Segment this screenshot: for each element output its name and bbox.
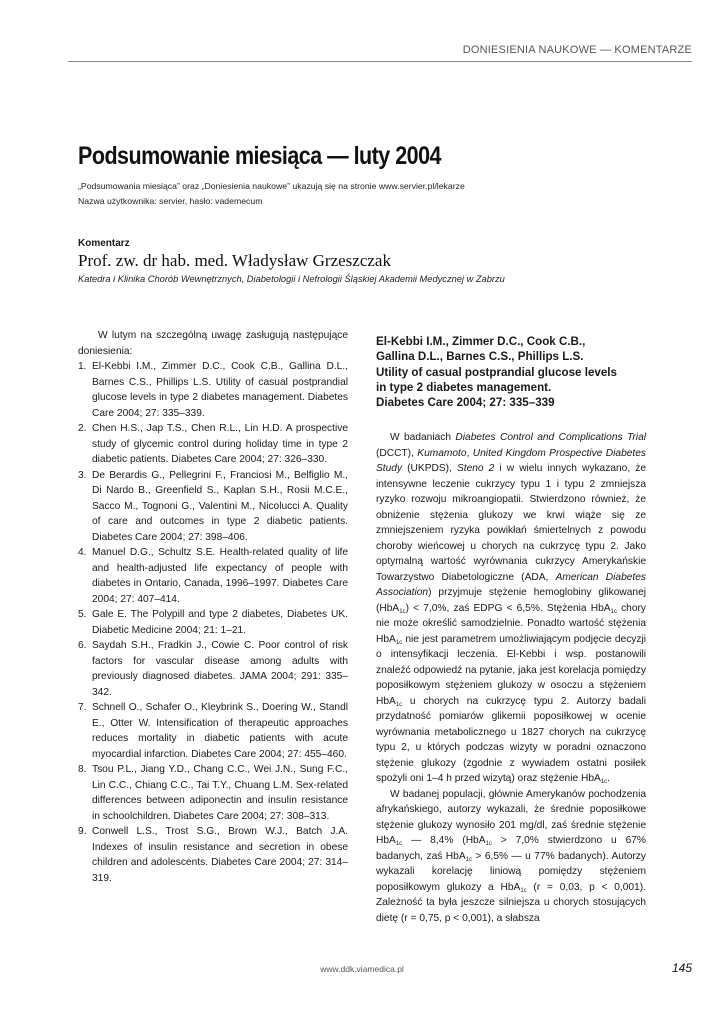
reference-text: Tsou P.L., Jiang Y.D., Chang C.C., Wei J.N., Sung F.C., Lin C.C., Chiang C.C., Tai T.Y., Chuang L.M. Sex-related differences between adiponectin and insulin resistance in schoolchildren. Diabetes Care 2004; 27: 308–313.	[92, 764, 348, 822]
study-name: Diabetes Control and Complications Trial	[455, 432, 647, 444]
reference-item	[78, 545, 348, 607]
reference-item	[78, 700, 348, 762]
reference-number: 7.	[78, 702, 87, 713]
text-run: > 7,0% stwierdzono u 67% badanych, zaś HbA	[376, 835, 646, 862]
intro-line-website: „Podsumowania miesiąca” oraz „Doniesienia naukowe” ukazują się na stronie www.servier.pl/lekarze	[78, 181, 465, 191]
subscript: 1c	[395, 639, 403, 646]
footer-url: www.ddk.viamedica.pl	[320, 964, 404, 974]
left-column	[78, 328, 348, 886]
right-column	[376, 334, 646, 926]
reference-text: Manuel D.G., Schultz S.E. Health-related quality of life and health-adjusted life expectancy of people with diabetes in Ontario, Canada, 1996–1997. Diabetes Care 2004; 27: 407–414.	[92, 547, 348, 605]
reference-item	[78, 824, 348, 886]
study-name: United Kingdom Prospective Diabetes Study	[376, 447, 646, 475]
reference-list	[78, 359, 348, 886]
text-run: nie jest parametrem umożliwiającym podjęcie decyzji o intensyfikacji leczenia. El-Kebbi i wsp. postanowili znaleźć odpowiedź na pytanie, jaka jest korelacja pomiędzy poposiłkowym stężeniem glukozy w osoczu a stężeniem HbA	[376, 633, 646, 707]
article-heading-line: Utility of casual postprandial glucose levels	[376, 365, 617, 379]
reference-text: Chen H.S., Jap T.S., Chen R.L., Lin H.D. A prospective study of glycemic control during holiday time in type 2 diabetic patients. Diabetes Care 2004; 27: 326–330.	[92, 423, 348, 465]
text-run: i w wielu innych wykazano, że intensywne leczenie cukrzycy typu 1 i typu 2 zmniejsza ryzyko rozwoju mikroangiopatii. Stwierdzono również, że obniżenie stężenia glukozy we krwi wiąże się ze zmniejszeniem ryzyka powikłań śmiertelnych z powodu choroby wieńcowej u chorych na cukrzycę typu 2. Jako optymalną wartość wyrównania cukrzycy Amerykańskie Towarzystwo Diabetologiczne (ADA,	[376, 463, 646, 583]
subscript: 1c	[600, 779, 608, 786]
subscript: 1c	[399, 608, 406, 615]
subscript: 1c	[465, 856, 472, 863]
text-run: > 6,5% — u 77% badanych). Autorzy wykazali korelację liniową pomiędzy stężeniem poposiłkowym glukozy a HbA	[376, 850, 646, 893]
article-paragraph	[376, 430, 646, 787]
reference-number: 6.	[78, 640, 87, 651]
reference-number: 8.	[78, 764, 87, 775]
reference-text: Gale E. The Polypill and type 2 diabetes, Diabetes UK. Diabetic Medicine 2004; 21: 1–21.	[92, 609, 348, 636]
organization-name: American Diabetes Association	[376, 571, 646, 599]
study-name: Steno 2	[456, 463, 495, 475]
reference-number: 3.	[78, 469, 87, 481]
reference-text: Schnell O., Schafer O., Kleybrink S., Doering W., Standl E., Otter W. Intensification of therapeutic approaches reduces mortality in diabetic patients with acute myocardial infarction. Diabetes Care 2004; 27: 455–460.	[92, 702, 348, 760]
text-run: (UKPDS),	[402, 463, 457, 475]
reference-number: 1.	[78, 361, 87, 372]
text-run: W badaniach	[390, 432, 456, 444]
text-run: chory nie może określić samodzielnie. Ponadto wartość stężenia HbA	[376, 602, 646, 645]
intro-line-login: Nazwa użytkownika: servier, hasło: vademecum	[78, 196, 263, 206]
text-run: u chorych na cukrzycę typu 2. Autorzy badali przydatność pomiarów glikemii poposiłkowej w ocenie wyrównania metabolicznego u 1827 chorych na cukrzycę typu 2, u których podczas wizyty w poradni oznaczono stężenie glukozy (zgodnie z wywiadem ostatni posiłek spożyli oni 1–4 h przed wizytą) oraz stężenie HbA	[376, 695, 646, 785]
reference-item	[78, 762, 348, 824]
reference-number: 5.	[78, 609, 87, 620]
text-run: (r = 0,03, p < 0,001). Zależność ta była jeszcze silniejsza u chorych stosujących dietę (r = 0,75, p < 0,001), a słabsza	[376, 881, 646, 924]
text-run: W badanej populacji, głównie Amerykanów pochodzenia afrykańskiego, autorzy wykazali, że średnie poposiłkowe stężenie glukozy wynosiło 201 mg/dl, zaś średnie stężenie HbA	[376, 788, 646, 847]
reference-text: Conwell L.S., Trost S.G., Brown W.J., Batch J.A. Indexes of insulin resistance and secretion in obese children and adolescents. Diabetes Care 2004; 27: 314–319.	[92, 826, 348, 884]
article-paragraph	[376, 787, 646, 927]
reference-text: De Berardis G., Pellegrini F., Franciosi M., Belfiglio M., Di Nardo B., Greenfield S., Kaplan S.H., Rosii M.C.E., Sacco M., Tognoni G., Valentini M., Nicolucci A. Quality of care and outcomes in type 2 diabetic patients. Diabetes Care 2004; 27: 398–406.	[92, 469, 348, 543]
text-run: ) < 7,0%, zaś EDPG < 6,5%. Stężenia HbA	[405, 602, 611, 614]
header-divider	[68, 61, 692, 62]
subscript: 1c	[395, 701, 403, 708]
author-name: Prof. zw. dr hab. med. Władysław Grzeszczak	[78, 251, 391, 270]
reference-text: Saydah S.H., Fradkin J., Cowie C. Poor control of risk factors for vascular disease among adults with previously diagnosed diabetes. JAMA 2004; 291: 335–342.	[92, 640, 348, 698]
page-number: 145	[671, 961, 692, 975]
reference-item	[78, 607, 348, 638]
author-affiliation: Katedra i Klinika Chorób Wewnętrznych, Diabetologii i Nefrologii Śląskiej Akademii Medycznej w Zabrzu	[78, 274, 505, 284]
text-run: ) przyjmuje stężenie hemoglobiny glikowanej (HbA	[376, 587, 646, 614]
comment-label: Komentarz	[78, 238, 130, 249]
reference-number: 2.	[78, 423, 87, 434]
reference-number: 9.	[78, 826, 87, 837]
section-label: DONIESIENIA NAUKOWE — KOMENTARZE	[462, 44, 692, 56]
article-heading-line: Diabetes Care 2004; 27: 335–339	[376, 396, 555, 410]
subscript: 1c	[485, 841, 492, 848]
references-intro: W lutym na szczególną uwagę zasługują następujące doniesienia:	[78, 330, 348, 357]
text-run: — 8,4% (HbA	[402, 835, 486, 847]
reference-number: 4.	[78, 547, 87, 558]
reference-item	[78, 468, 348, 546]
reference-item	[78, 421, 348, 468]
subscript: 1c	[610, 608, 617, 615]
study-name: Kumamoto	[417, 447, 467, 459]
article-heading-line: in type 2 diabetes management.	[376, 380, 552, 394]
text-run: (DCCT),	[376, 447, 418, 459]
article-heading-line: Gallina D.L., Barnes C.S., Phillips L.S.	[376, 350, 584, 364]
text-run: ,	[466, 447, 473, 459]
reference-text: El-Kebbi I.M., Zimmer D.C., Cook C.B., Gallina D.L., Barnes C.S., Phillips L.S. Utility of casual postprandial glucose levels in type 2 diabetes management. Diabetes Care 2004; 27: 335–339.	[92, 361, 348, 419]
text-run: .	[607, 773, 610, 785]
page-title: Podsumowanie miesiąca — luty 2004	[78, 142, 441, 170]
reference-item	[78, 638, 348, 700]
article-heading-line: El-Kebbi I.M., Zimmer D.C., Cook C.B.,	[376, 335, 586, 348]
subscript: 1c	[395, 841, 403, 848]
article-heading	[376, 334, 646, 410]
subscript: 1c	[520, 887, 527, 894]
reference-item	[78, 359, 348, 421]
